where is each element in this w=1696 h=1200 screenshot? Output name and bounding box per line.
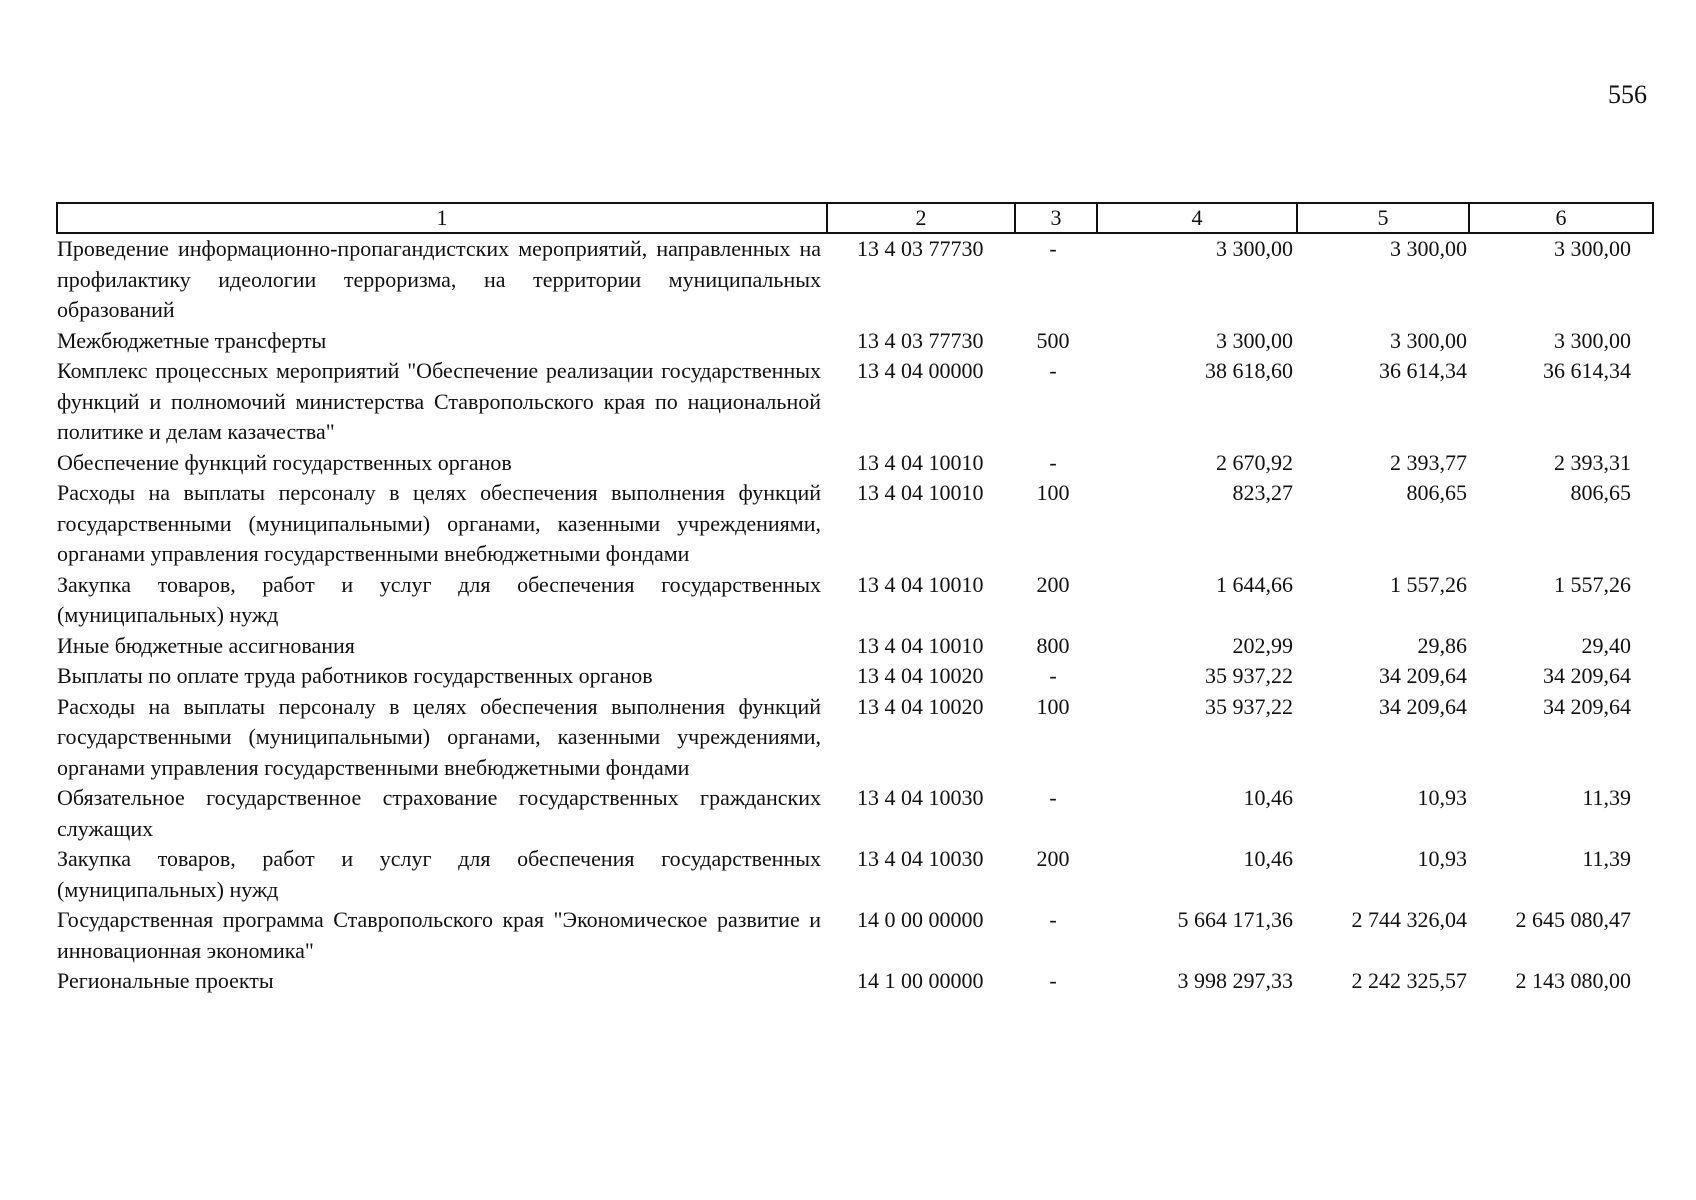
row-expense-type: 500 [1036, 327, 1070, 353]
row-expense-type: 200 [1036, 846, 1070, 871]
row-amount-col-4: 823,27 [1232, 480, 1293, 505]
row-amount-col-6: 29,40 [1581, 632, 1631, 658]
row-expense-type: - [1049, 236, 1057, 261]
table-row [57, 661, 1653, 692]
row-amount-col-6: 11,39 [1582, 846, 1631, 871]
table-header [57, 203, 1653, 233]
row-name: Закупка товаров, работ и услуг для обеспечения государственных (муниципальных) нужд [57, 846, 821, 902]
row-amount-col-4: 10,46 [1243, 846, 1293, 871]
row-amount-col-5: 1 557,26 [1390, 571, 1467, 597]
row-amount-col-5: 34 209,64 [1379, 693, 1467, 719]
row-code: 13 4 04 10010 [857, 449, 984, 475]
row-amount-col-4: 3 998 297,33 [1177, 968, 1293, 993]
header-col-4: 4 [1097, 203, 1297, 233]
row-code: 14 0 00 00000 [857, 907, 984, 932]
table-row [57, 844, 1653, 905]
row-name: Иные бюджетные ассигнования [57, 632, 355, 658]
row-amount-col-6: 3 300,00 [1554, 236, 1631, 261]
row-amount-col-4: 35 937,22 [1205, 693, 1293, 719]
page-number: 556 [1608, 80, 1647, 109]
table-body [57, 233, 1653, 997]
row-name: Проведение информационно-пропагандистских мероприятий, направленных на профилактику идеологии терроризма, на территории муниципальных образований [57, 236, 821, 322]
row-name: Государственная программа Ставропольского края "Экономическое развитие и инновационная экономика" [57, 907, 821, 963]
row-amount-col-5: 34 209,64 [1379, 663, 1467, 688]
header-col-6: 6 [1469, 203, 1653, 233]
row-amount-col-4: 202,99 [1232, 632, 1293, 658]
row-amount-col-5: 2 393,77 [1390, 449, 1467, 475]
table-row [57, 783, 1653, 844]
row-code: 13 4 04 10010 [857, 571, 984, 597]
header-row [57, 203, 1653, 233]
row-amount-col-4: 5 664 171,36 [1177, 907, 1293, 932]
row-expense-type: - [1049, 358, 1057, 383]
row-amount-col-4: 2 670,92 [1216, 449, 1293, 475]
row-expense-type: 800 [1036, 632, 1070, 658]
row-amount-col-4: 38 618,60 [1205, 358, 1293, 383]
row-amount-col-6: 806,65 [1570, 480, 1631, 505]
row-amount-col-6: 34 209,64 [1543, 693, 1631, 719]
row-code: 14 1 00 00000 [857, 968, 984, 993]
row-code: 13 4 03 77730 [857, 327, 984, 353]
table-row [57, 448, 1653, 479]
row-code: 13 4 04 10020 [857, 663, 984, 688]
row-amount-col-5: 806,65 [1406, 480, 1467, 505]
row-amount-col-4: 35 937,22 [1205, 663, 1293, 688]
row-amount-col-5: 3 300,00 [1390, 327, 1467, 353]
header-col-2: 2 [827, 203, 1015, 233]
table-row [57, 478, 1653, 570]
row-expense-type: 200 [1036, 571, 1070, 597]
table-row [57, 326, 1653, 357]
header-col-3: 3 [1015, 203, 1097, 233]
row-amount-col-6: 2 393,31 [1554, 449, 1631, 475]
row-amount-col-4: 1 644,66 [1216, 571, 1293, 597]
row-expense-type: - [1049, 907, 1057, 932]
row-amount-col-5: 2 744 326,04 [1351, 907, 1467, 932]
row-name: Расходы на выплаты персоналу в целях обеспечения выполнения функций государственными (муниципальными) органами, казенными учреждениями, органами управления государственными внебюджетными фондами [57, 693, 821, 780]
header-col-1: 1 [57, 203, 827, 233]
row-expense-type: 100 [1036, 693, 1070, 719]
row-expense-type: - [1049, 968, 1057, 993]
row-amount-col-6: 36 614,34 [1543, 358, 1631, 383]
table-row [57, 233, 1653, 326]
row-code: 13 4 04 00000 [857, 358, 984, 383]
row-name: Обязательное государственное страхование государственных гражданских служащих [57, 785, 821, 841]
row-name: Комплекс процессных мероприятий "Обеспечение реализации государственных функций и полномочий министерства Ставропольского края по национальной политике и делам казачества" [57, 358, 821, 444]
row-code: 13 4 04 10030 [857, 785, 984, 810]
row-amount-col-5: 29,86 [1417, 632, 1467, 658]
row-name: Обеспечение функций государственных органов [57, 449, 512, 475]
row-amount-col-6: 34 209,64 [1543, 663, 1631, 688]
row-name: Региональные проекты [57, 968, 274, 993]
row-name: Выплаты по оплате труда работников государственных органов [57, 663, 653, 688]
row-amount-col-6: 3 300,00 [1554, 327, 1631, 353]
row-amount-col-6: 11,39 [1582, 785, 1631, 810]
table-row [57, 356, 1653, 448]
row-expense-type: 100 [1036, 480, 1070, 505]
row-amount-col-6: 2 143 080,00 [1515, 968, 1631, 993]
row-amount-col-5: 36 614,34 [1379, 358, 1467, 383]
row-expense-type: - [1049, 663, 1057, 688]
row-amount-col-4: 3 300,00 [1216, 236, 1293, 261]
row-amount-col-6: 2 645 080,47 [1515, 907, 1631, 932]
budget-table [56, 202, 1654, 997]
row-expense-type: - [1049, 785, 1057, 810]
row-name: Закупка товаров, работ и услуг для обеспечения государственных (муниципальных) нужд [57, 571, 821, 627]
row-name: Межбюджетные трансферты [57, 327, 327, 353]
table-row [57, 905, 1653, 966]
table-row [57, 966, 1653, 997]
row-amount-col-4: 3 300,00 [1216, 327, 1293, 353]
row-amount-col-4: 10,46 [1243, 785, 1293, 810]
table-row [57, 631, 1653, 662]
table-row [57, 570, 1653, 631]
row-code: 13 4 04 10020 [857, 693, 984, 719]
row-code: 13 4 04 10010 [857, 632, 984, 658]
row-amount-col-6: 1 557,26 [1554, 571, 1631, 597]
row-code: 13 4 03 77730 [857, 236, 984, 261]
row-amount-col-5: 3 300,00 [1390, 236, 1467, 261]
row-expense-type: - [1049, 449, 1057, 475]
row-amount-col-5: 10,93 [1417, 785, 1467, 810]
table-row [57, 692, 1653, 784]
row-name: Расходы на выплаты персоналу в целях обеспечения выполнения функций государственными (муниципальными) органами, казенными учреждениями, органами управления государственными внебюджетными фондами [57, 480, 821, 566]
row-amount-col-5: 2 242 325,57 [1351, 968, 1467, 993]
row-code: 13 4 04 10030 [857, 846, 984, 871]
row-amount-col-5: 10,93 [1417, 846, 1467, 871]
row-code: 13 4 04 10010 [857, 480, 984, 505]
header-col-5: 5 [1297, 203, 1469, 233]
